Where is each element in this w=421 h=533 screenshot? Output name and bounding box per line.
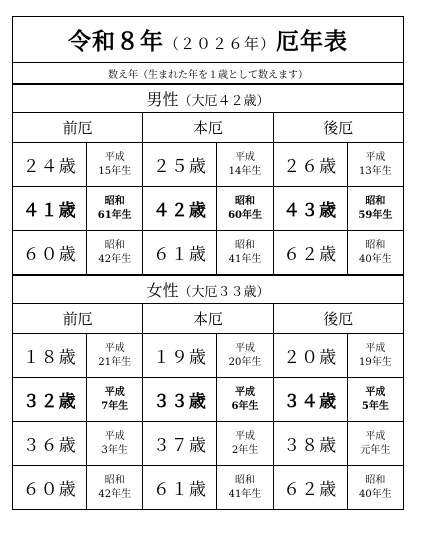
column-header-ato: 後厄 [273,113,403,143]
birth-year: 42年生 [98,253,132,265]
section-label: 男性 [146,90,179,109]
era-name: 昭和 [235,195,256,207]
section-heading [13,275,404,304]
era-name: 昭和 [235,239,256,251]
birth-year-cell [347,143,403,187]
birth-year: 元年生 [360,444,391,456]
table [12,16,404,510]
age-cell [273,231,347,276]
age-cell [13,422,87,466]
age-value: ４３歳 [283,201,338,221]
age-cell [273,378,347,422]
age-value: ２４歳 [22,157,77,177]
birth-year: 7年生 [101,400,129,412]
age-value: ２５歳 [152,157,207,177]
birth-year-cell [87,187,143,231]
age-value: ６２歳 [283,480,338,500]
birth-year: 15年生 [98,165,132,177]
age-value: ４２歳 [152,201,207,221]
birth-year: 40年生 [359,488,392,500]
table-row [13,143,404,187]
era-name: 平成 [104,151,125,163]
section-note: （大厄４２歳） [178,94,270,109]
birth-year: 14年生 [228,165,262,177]
era-name: 昭和 [104,474,125,486]
section-label: 女性 [146,281,179,300]
era-name: 平成 [104,386,125,398]
era-name: 昭和 [104,195,125,207]
era-name: 昭和 [365,239,386,251]
age-cell [143,187,217,231]
birth-year-cell [347,378,403,422]
table-row [13,466,404,510]
birth-year-cell [87,466,143,510]
age-value: ３３歳 [152,392,207,412]
age-cell [13,334,87,378]
era-name: 平成 [365,151,386,163]
age-value: ３８歳 [283,436,338,456]
era-name: 平成 [235,430,256,442]
title-suffix: 厄年表 [276,28,348,55]
birth-year-cell [347,466,403,510]
age-cell [13,378,87,422]
birth-year-cell [87,143,143,187]
column-header-hon: 本厄 [143,113,273,143]
age-value: ２０歳 [283,348,338,368]
age-cell [273,466,347,510]
age-value: ６２歳 [283,245,338,265]
age-cell [143,334,217,378]
age-cell [13,187,87,231]
age-cell [273,143,347,187]
subtitle: 数え年（生まれた年を１歳として数えます） [13,63,404,85]
page-title [13,17,404,63]
column-header-hon: 本厄 [143,304,273,334]
era-name: 平成 [235,342,256,354]
birth-year: 2年生 [231,444,259,456]
section-note: （大厄３３歳） [178,285,270,300]
birth-year-cell [347,334,403,378]
birth-year-cell [347,422,403,466]
birth-year: 59年生 [358,209,393,221]
table-row [13,231,404,276]
title-main: 令和８年 [67,28,164,55]
birth-year: 13年生 [359,165,392,177]
birth-year-cell [217,231,273,276]
era-name: 昭和 [104,239,125,251]
birth-year-cell [217,378,273,422]
birth-year: 6年生 [231,400,259,412]
age-value: ６１歳 [152,480,207,500]
birth-year: 19年生 [359,356,392,368]
section-heading [13,84,404,113]
age-cell [273,187,347,231]
age-value: ３４歳 [283,392,338,412]
age-cell [13,466,87,510]
era-name: 平成 [235,386,256,398]
era-name: 平成 [365,342,386,354]
table-row [13,422,404,466]
birth-year: 20年生 [228,356,262,368]
birth-year-cell [87,378,143,422]
age-value: ２６歳 [283,157,338,177]
column-header-mae: 前厄 [13,113,143,143]
age-value: １８歳 [22,348,77,368]
table-row [13,378,404,422]
birth-year-cell [217,466,273,510]
age-cell [13,231,87,276]
era-name: 平成 [104,342,125,354]
age-value: ６０歳 [22,480,77,500]
era-name: 昭和 [365,474,386,486]
age-value: １９歳 [152,348,207,368]
era-name: 平成 [365,386,386,398]
birth-year: 40年生 [359,253,392,265]
yakudoshi-table [12,16,404,510]
birth-year-cell [87,334,143,378]
birth-year: 41年生 [228,488,262,500]
era-name: 昭和 [235,474,256,486]
age-cell [143,466,217,510]
birth-year-cell [217,187,273,231]
age-value: ３６歳 [22,436,77,456]
birth-year: 42年生 [98,488,132,500]
birth-year-cell [87,422,143,466]
birth-year: 3年生 [101,444,128,456]
age-cell [143,422,217,466]
age-value: ６１歳 [152,245,207,265]
age-cell [143,143,217,187]
table-row [13,187,404,231]
era-name: 昭和 [365,195,386,207]
table-row [13,334,404,378]
age-value: ３７歳 [152,436,207,456]
birth-year-cell [347,231,403,276]
birth-year: 41年生 [228,253,262,265]
birth-year: 61年生 [97,209,132,221]
birth-year: 5年生 [361,400,389,412]
birth-year: 21年生 [98,356,132,368]
birth-year: 60年生 [228,209,262,221]
birth-year-cell [217,422,273,466]
birth-year-cell [347,187,403,231]
age-cell [273,422,347,466]
column-header-ato: 後厄 [273,304,403,334]
era-name: 平成 [365,430,386,442]
birth-year-cell [217,143,273,187]
column-header-mae: 前厄 [13,304,143,334]
age-cell [13,143,87,187]
birth-year-cell [87,231,143,276]
age-cell [273,334,347,378]
age-cell [143,231,217,276]
age-value: ６０歳 [22,245,77,265]
age-cell [143,378,217,422]
era-name: 平成 [104,430,125,442]
era-name: 平成 [235,151,256,163]
birth-year-cell [217,334,273,378]
age-value: ３２歳 [22,392,77,412]
age-value: ４１歳 [22,201,77,221]
title-year: （２０２６年） [163,35,276,53]
